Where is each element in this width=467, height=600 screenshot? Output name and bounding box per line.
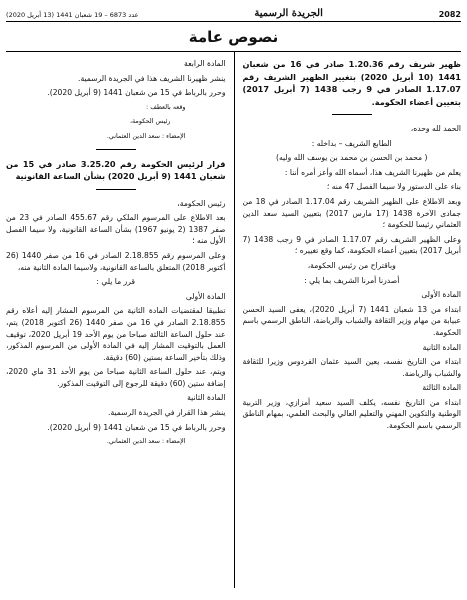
praise: الحمد لله وحده، [410, 124, 461, 133]
decides-text: قرر ما يلي : [96, 277, 136, 287]
review-text-1: وبعد الاطلاع على الظهير الشريف رقم 1.17.04 الصادر في 18 من جمادى الآخرة 1438 (17 مارس 2017) بتعيين السيد سعد الدين العثماني رئيسا للحكومة ؛ [242, 196, 461, 230]
right-column [234, 52, 462, 588]
decree-title-rule [96, 189, 136, 190]
article-4-heading: المادة الرابعة [184, 59, 226, 68]
decree-article-2-heading: المادة الثانية [187, 393, 226, 403]
done-at-casablanca: وحرر بالرباط في 15 من شعبان 1441 (9 أبريل 2020). [47, 88, 226, 98]
dahir-title: ظهير شريف رقم 1.20.36 صادر في 16 من شعبان 1441 (10 أبريل 2020) بتغيير الظهير الشريف رقم 1.17.07 الصادر في 9 رجب 1438 (7 أبريل 2017) بتعيين أعضاء الحكومة. [242, 59, 461, 107]
issue-info: عدد 6873 – 19 شعبان 1441 (13 أبريل 2020) [6, 11, 139, 19]
review-text-2: وعلى الظهير الشريف رقم 1.17.07 الصادر في 9 رجب 1438 (7 أبريل 2017) بتعيين أعضاء الحكومة، كما وقع تغييره ؛ [242, 234, 461, 256]
decree-article-1-text: تطبيقا لمقتضيات المادة الثانية من المرسوم المشار إليه أعلاه رقم 2.18.855 الصادر في 16 من صفر 1440 (26 أكتوبر 2018) يتم، عند حلول الساعة الثالثة صباحا من يوم الأحد 19 أبريل 2020، توقيف العمل بالتوقيت المشار إليه في المادة الأولى من المرسوم المذكور، وذلك بتأخير الساعة بستين (60) دقيقة. [6, 306, 226, 362]
announce-text: يعلم من ظهيرنا الشريف هذا، أسماه الله وأعز أمره أننا : [284, 167, 461, 177]
order-text: أصدرنا أمرنا الشريف بما يلي : [304, 275, 400, 285]
article-3-heading: المادة الثالثة [422, 383, 461, 393]
left-column [6, 52, 234, 588]
decree-review-2: وعلى المرسوم رقم 2.18.855 الصادر في 16 من صفر 1440 (26 أكتوبر 2018) المتعلق بالساعة القانونية، ولاسيما المادة الثانية منه، [6, 250, 226, 272]
countersign-label: وقعه بالعطف : [146, 102, 186, 111]
title-rule [332, 114, 372, 115]
columns [6, 52, 461, 588]
article-2-text: ابتداء من التاريخ نفسه، يعين السيد عثمان الفردوس وزيرا للثقافة والشباب والرياضة. [242, 357, 461, 378]
pm-title: رئيس الحكومة، [129, 117, 171, 126]
proposal-text: وباقتراح من رئيس الحكومة، [307, 260, 396, 270]
decree-article-1-text-2: ويتم، عند حلول الساعة الثانية صباحا من يوم الأحد 31 ماي 2020، إضافة ستين (60) دقيقة للرجوع إلى التوقيت المذكور. [6, 367, 226, 388]
decree-title: قرار لرئيس الحكومة رقم 3.25.20 صادر في 15 من شعبان 1441 (9 أبريل 2020) بشأن الساعة القانونية [6, 158, 226, 182]
separator-rule [96, 149, 136, 150]
page-number: 2082 [438, 10, 461, 19]
decree-review-1: بعد الاطلاع على المرسوم الملكي رقم 455.67 الصادر في 23 من صفر 1387 (2 يونيو 1967) بشأن الساعة القانونية، ولا سيما الفصل الأول منه ؛ [6, 213, 226, 246]
journal-title: الجريدة الرسمية [254, 8, 323, 19]
header-divider [6, 21, 461, 22]
pm-intro: رئيس الحكومة، [177, 198, 226, 208]
pm-signature: الإمضاء : سعد الدين العثماني. [106, 131, 186, 140]
article-3-text: ابتداء من التاريخ نفسه، يكلف السيد سعيد أمزازي، وزير التربية الوطنية والتكوين المهني والتعليم العالي والبحث العلمي، بمهام الناطق الرسمي باسم الحكومة. [242, 397, 461, 431]
article-4-text: ينشر ظهيرنا الشريف هذا في الجريدة الرسمية. [78, 73, 226, 83]
section-title: نصوص عامة [188, 28, 279, 46]
decree-article-1-heading: المادة الأولى [185, 291, 226, 301]
article-1-heading: المادة الأولى [421, 290, 461, 300]
decree-article-2-text: ينشر هذا القرار في الجريدة الرسمية. [108, 408, 226, 418]
decree-done-at: وحرر بالرباط في 15 من شعبان 1441 (9 أبريل 2020). [47, 422, 226, 432]
seal-label: الطابع الشريف – بداخله : [311, 138, 392, 148]
seal-name: ( محمد بن الحسن بن محمد بن يوسف الله وليه) [275, 153, 428, 163]
article-2-heading: المادة الثانية [422, 342, 461, 352]
basis-text: بناء على الدستور ولا سيما الفصل 47 منه ؛ [326, 182, 461, 192]
decree-signature: الإمضاء : سعد الدين العثماني. [106, 437, 186, 446]
page-header [6, 4, 461, 19]
article-1-text: ابتداء من 13 شعبان 1441 (7 أبريل 2020)، يعفى السيد الحسن عبيابة من مهام وزير الثقافة والشباب والرياضة، الناطق الرسمي باسم الحكومة. [242, 304, 461, 337]
